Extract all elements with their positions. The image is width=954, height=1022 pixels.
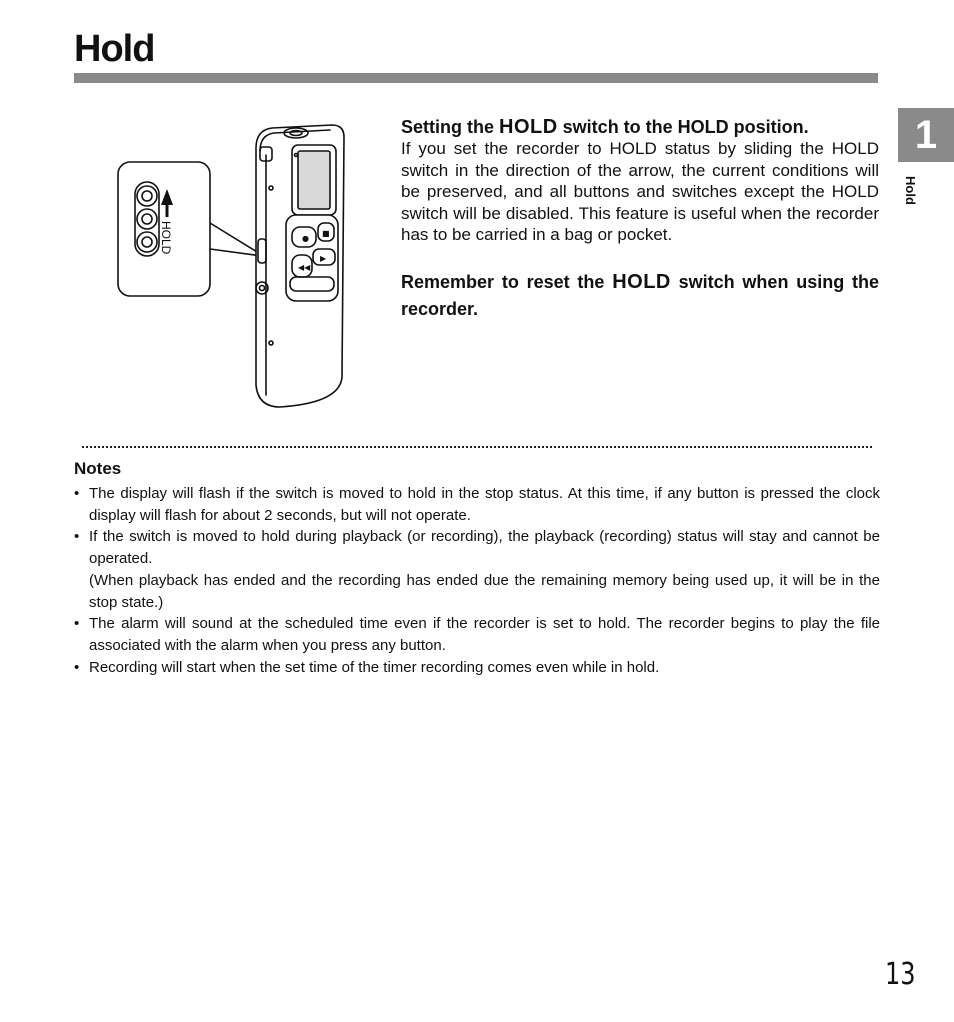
page-title: Hold	[74, 28, 155, 70]
remember-suffix: switch when using the recorder.	[401, 272, 879, 319]
svg-text:▶: ▶	[320, 254, 327, 263]
note-text: The alarm will sound at the scheduled time even if the recorder is set to hold. The recorder begins to play the file associated with the alarm when you press any button.	[89, 615, 880, 654]
section-heading	[401, 116, 879, 138]
dotted-divider	[82, 446, 872, 448]
notes-list	[74, 483, 880, 678]
section-body: If you set the recorder to HOLD status by sliding the HOLD switch in the direction of the arrow, the current conditions will be preserved, and all buttons and switches except the HOLD switch will be disabled. This feature is useful when the recorder has to be carried in a bag or pocket.	[401, 139, 879, 245]
note-item	[74, 657, 880, 679]
svg-text:■: ■	[322, 229, 330, 238]
note-subtext: (When playback has ended and the recording has ended due the remaining memory being used up, it will be in the stop state.)	[89, 571, 880, 611]
recorder-illustration	[110, 115, 350, 415]
note-item	[74, 526, 880, 613]
note-text: Recording will start when the set time of the timer recording comes even while in hold.	[89, 658, 660, 676]
remember-prefix: Remember to reset the	[401, 272, 613, 292]
remember-hold: HOLD	[612, 271, 671, 293]
note-text: The display will flash if the switch is moved to hold in the stop status. At this time, if any button is pressed the clock display will flash for about 2 seconds, but will not operate.	[89, 485, 880, 524]
note-text: If the switch is moved to hold during playback (or recording), the playback (recording) status will stay and cannot be operated.	[89, 528, 880, 568]
hold-callout-label: HOLD	[159, 221, 173, 255]
svg-text:●: ●	[302, 234, 309, 243]
section-heading-suffix: switch to the HOLD position.	[557, 117, 809, 137]
page-number: 13	[885, 957, 916, 992]
svg-text:◀◀: ◀◀	[298, 263, 311, 272]
note-item	[74, 613, 880, 656]
title-rule	[74, 73, 878, 83]
chapter-tab: 1	[898, 108, 954, 162]
section-heading-prefix: Setting the	[401, 117, 499, 137]
section-heading-hold: HOLD	[499, 116, 558, 138]
side-label: Hold	[903, 176, 918, 205]
remember-note	[401, 269, 879, 323]
notes-heading: Notes	[74, 459, 122, 478]
note-item	[74, 483, 880, 526]
